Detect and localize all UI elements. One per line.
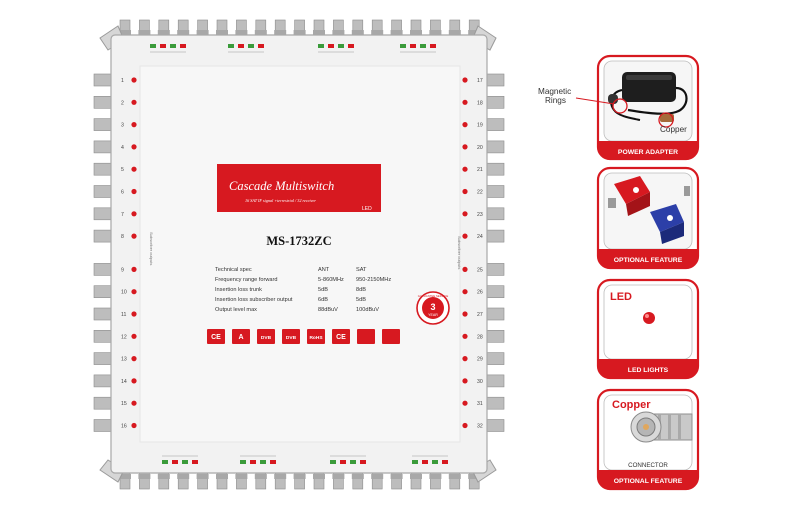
feature-title: POWER ADAPTER xyxy=(617,149,679,156)
port-label: 1 xyxy=(121,78,124,84)
cert-badge-text: DVB xyxy=(260,336,272,341)
top-f-connector-nut xyxy=(391,30,403,35)
port-led xyxy=(131,334,136,339)
warranty-years: 3 xyxy=(430,302,436,312)
port-label: 29 xyxy=(477,356,483,363)
input-indicator xyxy=(360,460,366,464)
port-label: 28 xyxy=(477,334,483,341)
left-side-label: Subscriber outputs xyxy=(149,232,154,266)
port-led xyxy=(131,167,136,172)
port-label: 20 xyxy=(477,144,483,151)
port-label: 5 xyxy=(121,167,124,174)
feature-heading: LED xyxy=(610,291,632,303)
top-f-connector-nut xyxy=(313,30,325,35)
right-side-label: Subscriber outputs xyxy=(457,236,462,270)
spec-row-ant: 88dBuV xyxy=(318,307,338,313)
input-indicator xyxy=(238,44,244,48)
input-indicator xyxy=(350,460,356,464)
port-label: 11 xyxy=(121,312,127,318)
feature-card-optional-1 xyxy=(598,168,698,268)
bottom-f-connector-nut xyxy=(255,474,267,479)
top-f-connector-nut xyxy=(138,30,150,35)
port-label: 9 xyxy=(121,267,124,274)
input-indicator xyxy=(182,460,188,464)
port-led xyxy=(462,77,467,82)
port-label: 14 xyxy=(121,378,127,385)
spec-row-ant: 5dB xyxy=(318,287,328,293)
top-f-connector-nut xyxy=(449,30,461,35)
right-f-connector xyxy=(486,96,504,108)
input-indicator xyxy=(162,460,168,464)
port-led xyxy=(131,144,136,149)
port-led xyxy=(462,356,467,361)
right-f-connector xyxy=(486,74,504,86)
port-led xyxy=(462,211,467,216)
port-label: 16 xyxy=(121,423,127,430)
top-f-connector-nut xyxy=(177,30,189,35)
callout-copper: Copper xyxy=(660,125,687,134)
cert-badge xyxy=(382,329,400,344)
port-led xyxy=(462,423,467,428)
spec-header-label: Technical spec xyxy=(215,267,252,273)
right-f-connector xyxy=(486,375,504,387)
top-f-connector-nut xyxy=(352,30,364,35)
port-led xyxy=(131,234,136,239)
port-led xyxy=(131,378,136,383)
port-label: 22 xyxy=(477,189,483,196)
input-indicator xyxy=(270,460,276,464)
callout-rings: Rings xyxy=(545,96,566,105)
input-indicator xyxy=(340,460,346,464)
bottom-f-connector-nut xyxy=(371,474,383,479)
connector-caption: CONNECTOR xyxy=(628,462,668,469)
input-indicator xyxy=(330,460,336,464)
input-indicator xyxy=(430,44,436,48)
port-led xyxy=(131,401,136,406)
port-label: 7 xyxy=(121,211,124,218)
warranty-unit: YEAR xyxy=(428,313,438,317)
left-f-connector xyxy=(94,230,112,242)
port-led xyxy=(131,189,136,194)
input-indicator xyxy=(318,44,324,48)
top-f-connector-nut xyxy=(216,30,228,35)
input-indicator xyxy=(348,44,354,48)
port-label: 26 xyxy=(477,289,483,296)
connector-image xyxy=(631,412,692,442)
input-indicator xyxy=(260,460,266,464)
spec-row-label: Insertion loss subscriber output xyxy=(215,297,293,303)
cert-badge-text: CE xyxy=(336,334,346,341)
input-indicator xyxy=(160,44,166,48)
input-indicator xyxy=(432,460,438,464)
left-f-connector xyxy=(94,375,112,387)
port-label: 6 xyxy=(121,189,124,196)
port-led xyxy=(131,267,136,272)
port-label: 13 xyxy=(121,356,127,363)
bottom-f-connector-nut xyxy=(197,474,209,479)
input-indicator xyxy=(180,44,186,48)
port-led xyxy=(462,401,467,406)
port-led xyxy=(462,167,467,172)
port-led xyxy=(462,378,467,383)
top-f-connector-nut xyxy=(197,30,209,35)
left-f-connector xyxy=(94,397,112,409)
port-led xyxy=(131,211,136,216)
bottom-f-connector-nut xyxy=(429,474,441,479)
left-f-connector xyxy=(94,353,112,365)
right-f-connector xyxy=(486,308,504,320)
bottom-f-connector-nut xyxy=(235,474,247,479)
input-indicator xyxy=(338,44,344,48)
right-f-connector xyxy=(486,420,504,432)
input-indicator xyxy=(410,44,416,48)
feature-title: OPTIONAL FEATURE xyxy=(613,478,683,485)
port-led xyxy=(462,122,467,127)
top-f-connector-nut xyxy=(294,30,306,35)
bottom-f-connector-nut xyxy=(449,474,461,479)
port-label: 8 xyxy=(121,234,124,241)
input-indicator xyxy=(412,460,418,464)
port-led xyxy=(462,267,467,272)
port-led xyxy=(462,234,467,239)
left-f-connector xyxy=(94,330,112,342)
bottom-f-connector-nut xyxy=(410,474,422,479)
port-led xyxy=(462,311,467,316)
left-f-connector xyxy=(94,420,112,432)
right-f-connector xyxy=(486,230,504,242)
spec-header-sat: SAT xyxy=(356,267,367,273)
cert-badge-text: A xyxy=(238,334,244,341)
port-led xyxy=(131,77,136,82)
warranty-seal xyxy=(417,292,449,324)
top-f-connector-nut xyxy=(429,30,441,35)
port-led xyxy=(131,122,136,127)
spec-row-ant: 6dB xyxy=(318,297,328,303)
port-led xyxy=(462,189,467,194)
bottom-f-connector-nut xyxy=(352,474,364,479)
input-indicator xyxy=(172,460,178,464)
bottom-f-connector-nut xyxy=(274,474,286,479)
input-indicator xyxy=(442,460,448,464)
input-indicator xyxy=(240,460,246,464)
spec-row-sat: 950-2150MHz xyxy=(356,277,392,283)
port-label: 30 xyxy=(477,378,483,385)
right-f-connector xyxy=(486,186,504,198)
port-label: 4 xyxy=(121,144,124,151)
cert-badge-text: CE xyxy=(211,334,221,341)
left-f-connector xyxy=(94,208,112,220)
port-label: 15 xyxy=(121,401,127,408)
spec-row-sat: 100dBuV xyxy=(356,307,380,313)
port-label: 32 xyxy=(477,423,483,430)
left-connectors xyxy=(94,74,112,432)
port-led xyxy=(462,334,467,339)
bottom-f-connector-nut xyxy=(177,474,189,479)
left-f-connector xyxy=(94,263,112,275)
cert-badge-text: DVB xyxy=(285,336,297,341)
input-indicator xyxy=(228,44,234,48)
device-inner-panel xyxy=(140,66,460,442)
input-indicator xyxy=(248,44,254,48)
device-subtitle: 16 SAT IF signal +terrestrial / 32 receiver xyxy=(245,198,317,203)
right-connectors xyxy=(486,74,504,432)
top-f-connector-nut xyxy=(410,30,422,35)
port-label: 17 xyxy=(477,78,483,84)
left-f-connector xyxy=(94,96,112,108)
right-f-connector xyxy=(486,141,504,153)
right-f-connector xyxy=(486,286,504,298)
feature-card-connector xyxy=(598,390,698,489)
bottom-f-connector-nut xyxy=(294,474,306,479)
top-connectors xyxy=(119,20,480,36)
port-led xyxy=(131,100,136,105)
port-label: 23 xyxy=(477,211,483,218)
input-indicator xyxy=(422,460,428,464)
left-f-connector xyxy=(94,286,112,298)
spec-row-sat: 8dB xyxy=(356,287,366,293)
right-f-connector xyxy=(486,163,504,175)
input-indicator xyxy=(192,460,198,464)
port-led xyxy=(131,423,136,428)
port-led xyxy=(462,289,467,294)
spec-header-ant: ANT xyxy=(318,267,330,273)
bottom-connectors xyxy=(119,473,480,489)
bottom-f-connector-nut xyxy=(138,474,150,479)
right-f-connector xyxy=(486,208,504,220)
port-label: 3 xyxy=(121,122,124,129)
bottom-f-connector-nut xyxy=(313,474,325,479)
top-f-connector-nut xyxy=(371,30,383,35)
port-label: 27 xyxy=(477,312,483,318)
left-f-connector xyxy=(94,186,112,198)
left-f-connector xyxy=(94,119,112,131)
port-label: 18 xyxy=(477,100,483,107)
led-tag: LED xyxy=(362,206,372,212)
right-f-connector xyxy=(486,119,504,131)
bottom-f-connector-nut xyxy=(216,474,228,479)
led-dot-highlight xyxy=(645,314,649,318)
port-led xyxy=(131,356,136,361)
port-label: 12 xyxy=(121,334,127,341)
port-label: 21 xyxy=(477,167,483,174)
input-indicator xyxy=(420,44,426,48)
spec-row-sat: 5dB xyxy=(356,297,366,303)
led-dot-image xyxy=(643,312,655,324)
top-f-connector-nut xyxy=(332,30,344,35)
spec-row-ant: 5-860MHz xyxy=(318,277,344,283)
right-f-connector xyxy=(486,397,504,409)
right-f-connector xyxy=(486,353,504,365)
port-led xyxy=(131,289,136,294)
port-label: 31 xyxy=(477,401,483,408)
feature-title: OPTIONAL FEATURE xyxy=(613,257,683,264)
port-led xyxy=(462,100,467,105)
input-indicator xyxy=(328,44,334,48)
port-label: 25 xyxy=(477,267,483,274)
port-led xyxy=(462,144,467,149)
port-label: 10 xyxy=(121,289,127,296)
input-indicator xyxy=(258,44,264,48)
model-number: MS-1732ZC xyxy=(266,234,332,248)
top-f-connector-nut xyxy=(235,30,247,35)
device-title: Cascade Multiswitch xyxy=(229,179,335,193)
left-f-connector xyxy=(94,163,112,175)
warranty-ring-text: GUARANTEE SERVICE xyxy=(417,294,449,298)
top-f-connector-nut xyxy=(255,30,267,35)
input-indicator xyxy=(250,460,256,464)
input-indicator xyxy=(170,44,176,48)
port-label: 2 xyxy=(121,100,124,107)
port-label: 24 xyxy=(477,234,483,241)
right-f-connector xyxy=(486,330,504,342)
feature-card-power-adapter xyxy=(598,56,698,159)
port-label: 19 xyxy=(477,122,483,129)
bottom-f-connector-nut xyxy=(158,474,170,479)
spec-row-label: Output level max xyxy=(215,307,257,313)
spec-row-label: Insertion loss trunk xyxy=(215,287,262,293)
feature-heading: Copper xyxy=(612,399,651,411)
top-f-connector-nut xyxy=(274,30,286,35)
left-f-connector xyxy=(94,308,112,320)
input-indicator xyxy=(400,44,406,48)
right-f-connector xyxy=(486,263,504,275)
left-f-connector xyxy=(94,74,112,86)
callout-magnetic: Magnetic xyxy=(538,87,572,96)
feature-card-led xyxy=(598,280,698,378)
cert-badge xyxy=(357,329,375,344)
port-led xyxy=(131,311,136,316)
feature-title: LED LIGHTS xyxy=(627,367,669,374)
multiswitch-device xyxy=(94,20,504,489)
bottom-f-connector-nut xyxy=(332,474,344,479)
spec-row-label: Frequency range forward xyxy=(215,277,278,283)
cert-badge-text: RoHS xyxy=(309,336,323,341)
left-f-connector xyxy=(94,141,112,153)
top-f-connector-nut xyxy=(158,30,170,35)
bottom-f-connector-nut xyxy=(391,474,403,479)
input-indicator xyxy=(150,44,156,48)
